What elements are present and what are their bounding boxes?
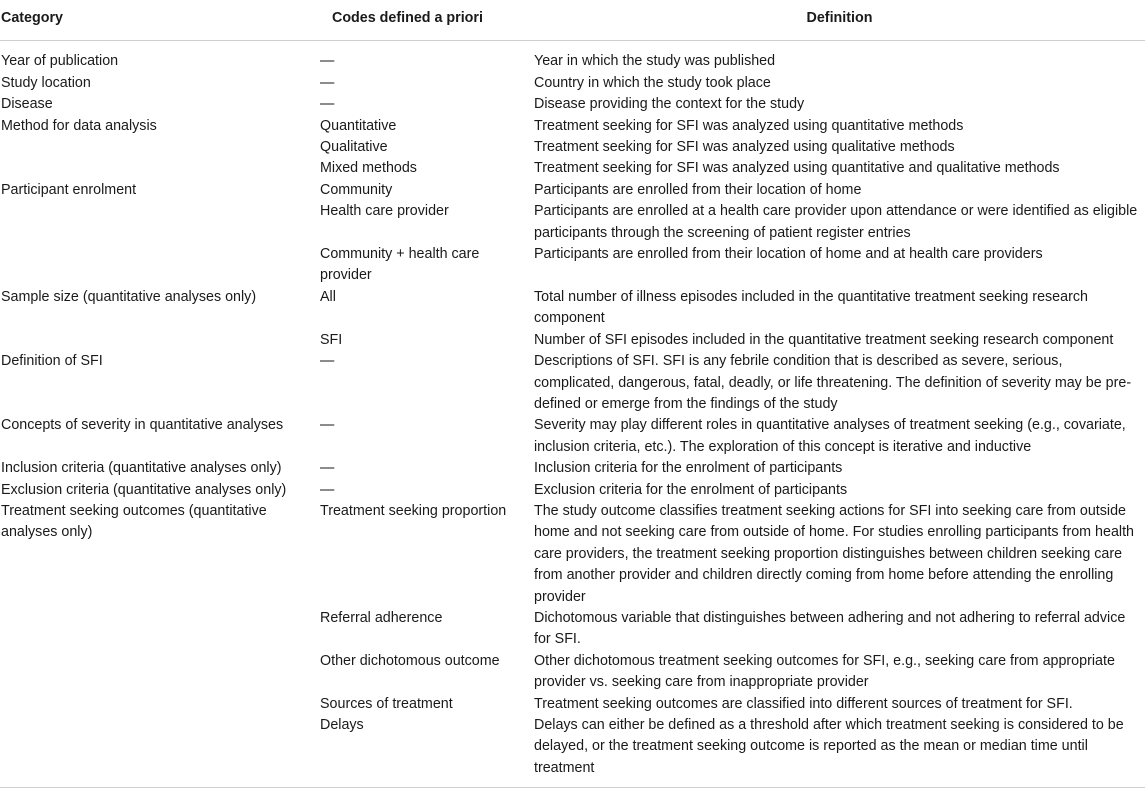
row-code: — xyxy=(320,460,335,477)
row-definition: Treatment seeking for SFI was analyzed using qualitative methods xyxy=(534,139,955,156)
row-category: Definition of SFI xyxy=(1,353,103,370)
row-category: Inclusion criteria (quantitative analyses only) xyxy=(1,460,282,477)
table-row xyxy=(0,715,1145,779)
row-code: — xyxy=(320,353,335,370)
table-row xyxy=(0,415,1145,458)
row-code: — xyxy=(320,96,335,113)
row-definition: Treatment seeking for SFI was analyzed using quantitative methods xyxy=(534,117,964,134)
header-definition: Definition xyxy=(533,0,1145,41)
header-category: Category xyxy=(0,0,320,41)
row-code: Referral adherence xyxy=(320,609,443,626)
row-code: All xyxy=(320,288,336,305)
row-code: SFI xyxy=(320,331,343,348)
row-category xyxy=(0,694,320,715)
table-row xyxy=(0,480,1145,501)
table-row xyxy=(0,201,1145,244)
table-row xyxy=(0,244,1145,287)
row-definition: Inclusion criteria for the enrolment of participants xyxy=(534,460,843,477)
row-code: — xyxy=(320,53,335,70)
row-definition: The study outcome classifies treatment seeking actions for SFI into seeking care from outside home and not seeking care from outside of home. For studies enrolling participants from health care providers, the treatment seeking proportion distinguishes between children seeking care from another provider and children directly coming from home before attending the enrolling provider xyxy=(534,502,1134,605)
row-category xyxy=(0,651,320,694)
table-row xyxy=(0,180,1145,201)
table-row xyxy=(0,94,1145,115)
row-definition: Treatment seeking for SFI was analyzed using quantitative and qualitative methods xyxy=(534,160,1060,177)
table-row xyxy=(0,608,1145,651)
row-category xyxy=(0,244,320,287)
row-definition: Year in which the study was published xyxy=(534,53,776,70)
row-category xyxy=(0,715,320,779)
table-row xyxy=(0,501,1145,608)
row-category: Study location xyxy=(1,74,91,91)
row-definition: Total number of illness episodes included in the quantitative treatment seeking research component xyxy=(534,288,1088,327)
row-category: Participant enrolment xyxy=(1,181,137,198)
table-row xyxy=(0,158,1145,179)
table-row xyxy=(0,651,1145,694)
row-definition: Other dichotomous treatment seeking outcomes for SFI, e.g., seeking care from appropriate provider vs. seeking care from inappropriate provider xyxy=(534,652,1115,691)
table-row xyxy=(0,73,1145,94)
row-definition: Participants are enrolled from their location of home and at health care providers xyxy=(534,246,1043,263)
table-header xyxy=(0,0,1145,41)
row-category xyxy=(0,137,320,158)
header-codes: Codes defined a priori xyxy=(320,0,533,41)
row-code: Sources of treatment xyxy=(320,695,453,712)
row-definition: Number of SFI episodes included in the quantitative treatment seeking research component xyxy=(534,331,1114,348)
table-body xyxy=(0,41,1145,779)
row-definition: Participants are enrolled at a health care provider upon attendance or were identified as eligible participants through the screening of patient register entries xyxy=(534,203,1138,241)
row-definition: Descriptions of SFI. SFI is any febrile condition that is described as severe, serious, complicated, dangerous, fatal, deadly, or life threatening. The definition of severity may be pre-defined or emerge from the findings of the study xyxy=(534,353,1132,412)
table-row xyxy=(0,137,1145,158)
row-category: Concepts of severity in quantitative analyses xyxy=(1,417,284,434)
row-code: Treatment seeking proportion xyxy=(320,502,507,519)
table-row xyxy=(0,41,1145,73)
row-category: Disease xyxy=(1,96,53,113)
row-code: — xyxy=(320,74,335,91)
row-code: Mixed methods xyxy=(320,160,417,177)
row-code: — xyxy=(320,481,335,498)
table-row xyxy=(0,287,1145,330)
table-row xyxy=(0,458,1145,479)
row-code: Community + health care provider xyxy=(320,246,480,284)
row-category: Method for data analysis xyxy=(1,117,157,134)
row-code: Other dichotomous outcome xyxy=(320,652,500,669)
row-definition: Delays can either be defined as a threshold after which treatment seeking is considered to be delayed, or the treatment seeking outcome is reported as the mean or median time until treatment xyxy=(534,717,1124,776)
row-definition: Severity may play different roles in quantitative analyses of treatment seeking (e.g., covariate, inclusion criteria, etc.). The exploration of this concept is iterative and inductive xyxy=(534,417,1126,455)
table-row xyxy=(0,694,1145,715)
row-definition: Treatment seeking outcomes are classified into different sources of treatment for SFI. xyxy=(534,695,1073,712)
row-definition: Disease providing the context for the study xyxy=(534,96,805,113)
row-category: Year of publication xyxy=(1,53,119,70)
row-definition: Dichotomous variable that distinguishes between adhering and not adhering to referral advice for SFI. xyxy=(534,609,1126,648)
header-row xyxy=(0,0,1145,41)
row-category xyxy=(0,608,320,651)
row-category xyxy=(0,158,320,179)
row-category: Exclusion criteria (quantitative analyses only) xyxy=(1,481,287,498)
row-category: Treatment seeking outcomes (quantitative analyses only) xyxy=(1,502,267,541)
row-code: — xyxy=(320,417,335,434)
row-category xyxy=(0,330,320,351)
row-category xyxy=(0,201,320,244)
table-row xyxy=(0,116,1145,137)
row-code: Qualitative xyxy=(320,139,388,156)
row-definition: Exclusion criteria for the enrolment of participants xyxy=(534,481,848,498)
row-category: Sample size (quantitative analyses only) xyxy=(1,288,257,305)
table-row xyxy=(0,330,1145,351)
row-definition: Participants are enrolled from their location of home xyxy=(534,181,862,198)
row-code: Quantitative xyxy=(320,117,397,134)
row-code: Delays xyxy=(320,717,364,733)
row-code: Community xyxy=(320,181,393,198)
row-code: Health care provider xyxy=(320,203,449,220)
row-definition: Country in which the study took place xyxy=(534,74,771,91)
table-row xyxy=(0,351,1145,415)
